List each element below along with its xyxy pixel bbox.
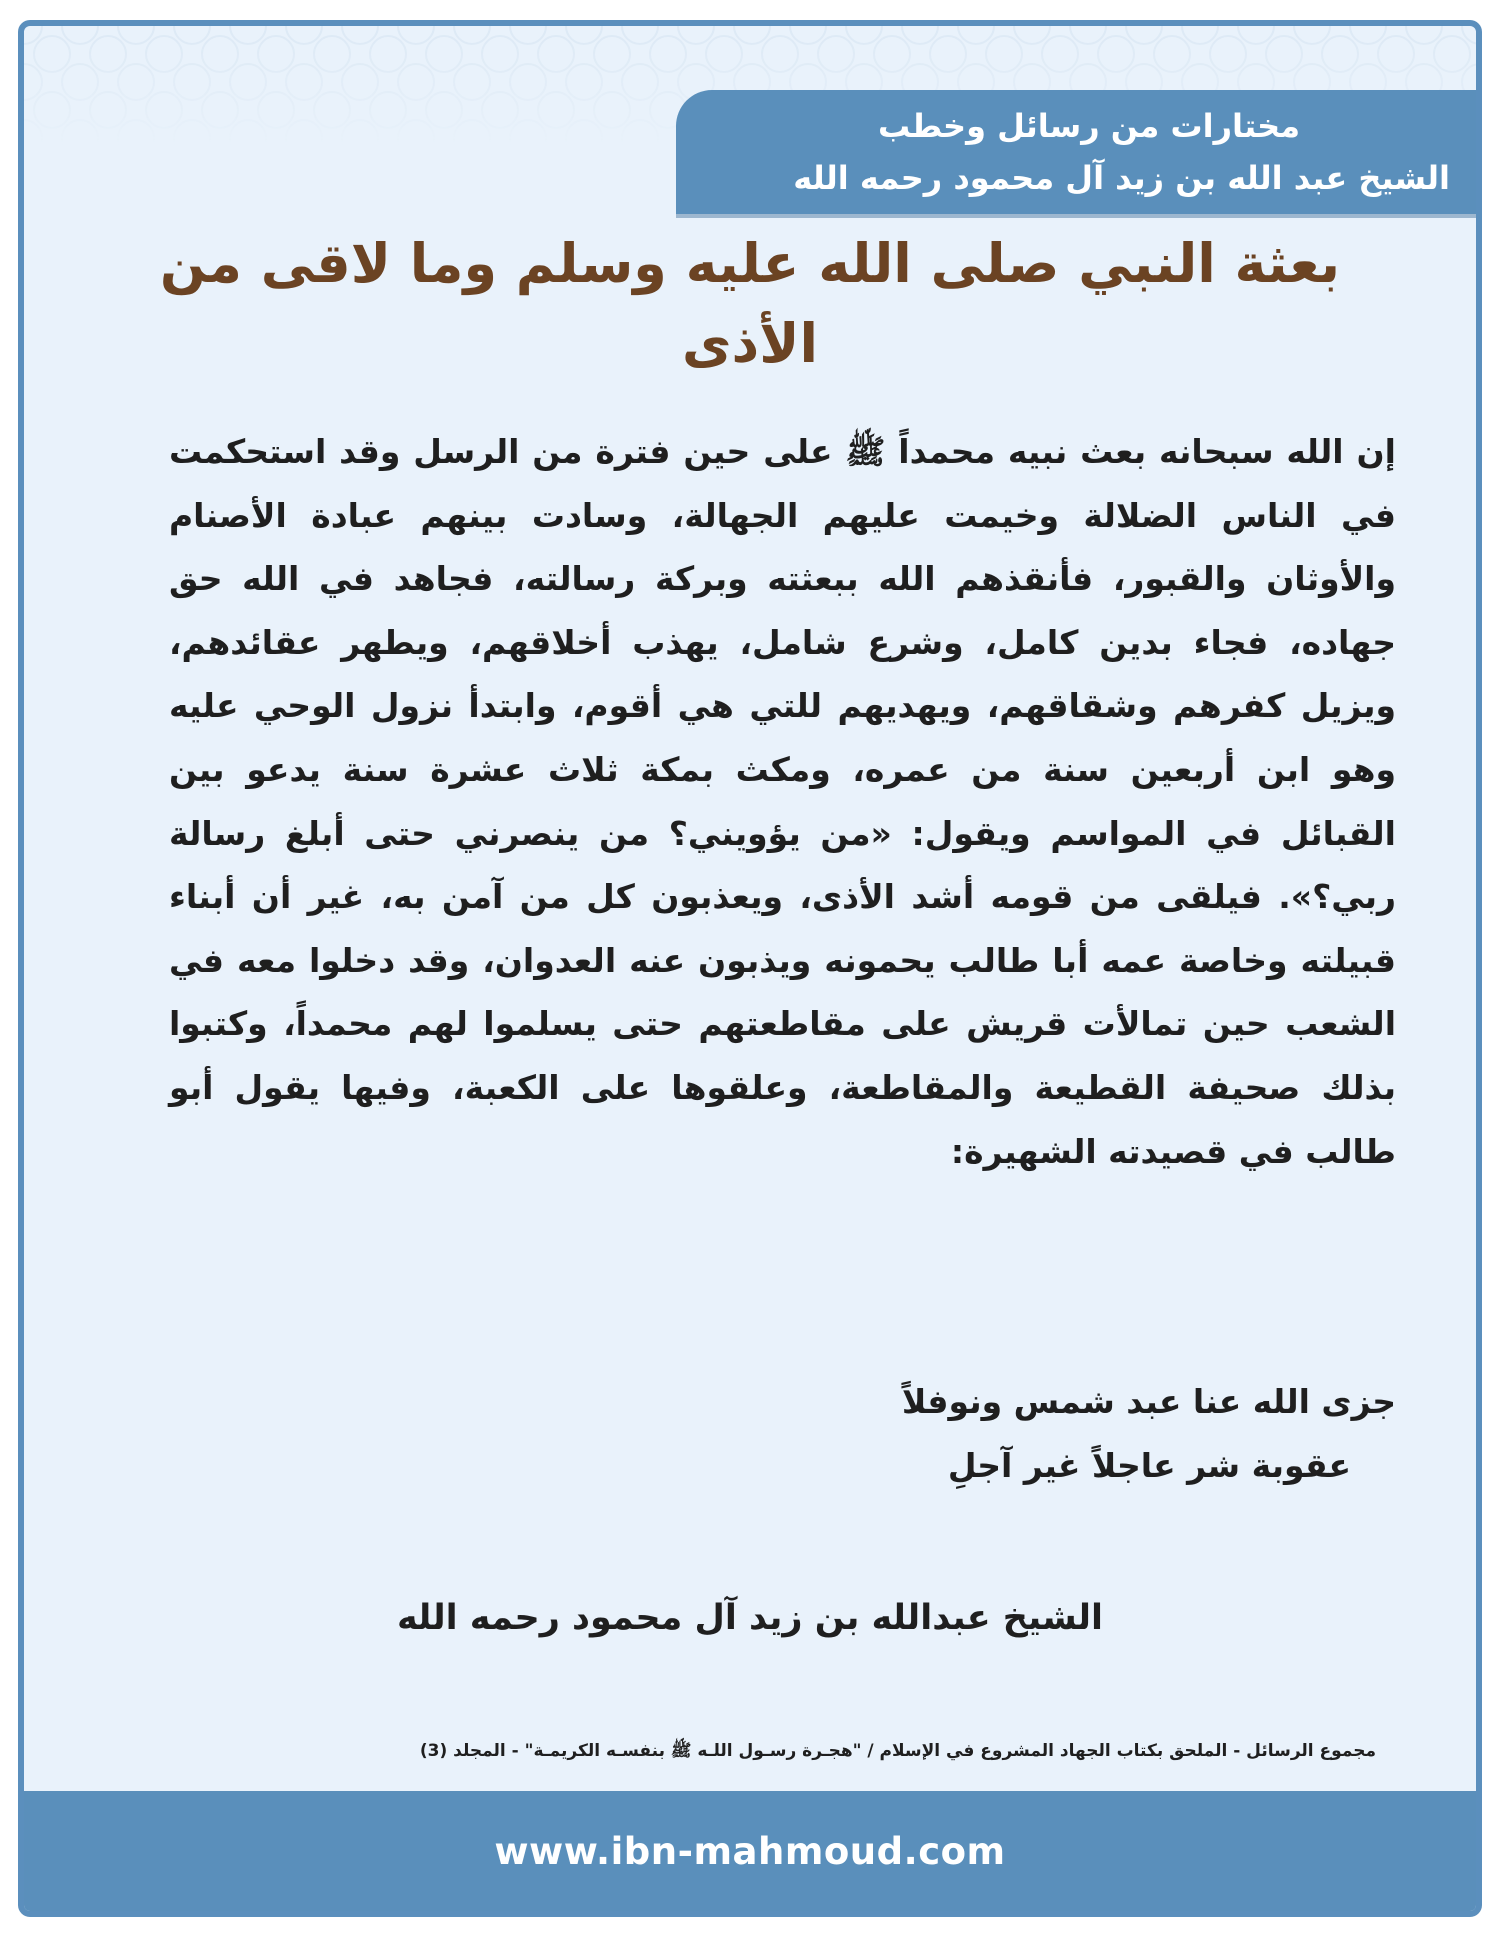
website-link[interactable]: www.ibn-mahmoud.com xyxy=(494,1829,1006,1873)
footer-band xyxy=(24,1791,1476,1911)
header-band xyxy=(676,90,1476,214)
source-citation: مجموع الرسائل - الملحق بكتاب الجهاد المشروع في الإسلام / "هجـرة رسـول اللـه ﷺ بنفسـه الكريمـة" - المجلد (3) xyxy=(419,1741,1376,1761)
header-series-title: مختارات من رسائل وخطب xyxy=(877,107,1300,145)
author-signature: الشيخ عبدالله بن زيد آل محمود رحمه الله xyxy=(396,1598,1104,1638)
verse-line-2: عقوبة شر عاجلاً غير آجلِ xyxy=(947,1446,1351,1485)
article-body: إن الله سبحانه بعث نبيه محمداً ﷺ على حين فترة من الرسل وقد استحكمت في الناس الضلالة وخيمت عليهم الجهالة، وسادت بينهم عبادة الأصنام والأوثان والقبور، فأنقذهم الله ببعثته وبركة رسالته، فجاهد في الله حق جهاده، فجاء بدين كامل، وشرع شامل، يهذب أخلاقهم، ويطهر عقائدهم، ويزيل كفرهم وشقاقهم، ويهديهم للتي هي أقوم، وابتدأ نزول الوحي عليه وهو ابن أربعين سنة من عمره، ومكث بمكة ثلاث عشرة سنة يدعو بين القبائل في المواسم ويقول: «من يؤويني؟ من ينصرني حتى أبلغ رسالة ربي؟». فيلقى من قومه أشد الأذى، ويعذبون كل من آمن به، غير أن أبناء قبيلته وخاصة عمه أبا طالب يحمونه ويذبون عنه العدوان، وقد دخلوا معه في الشعب حين تمالأت قريش على مقاطعتهم حتى يسلموا لهم محمداً، وكتبوا بذلك صحيفة القطيعة والمقاطعة، وعلقوها على الكعبة، وفيها يقول أبو طالب في قصيدته الشهيرة: xyxy=(169,432,1396,1171)
header-author-name: الشيخ عبد الله بن زيد آل محمود رحمه الله xyxy=(793,159,1450,197)
page-frame xyxy=(18,20,1482,1917)
verse-line-1: جزى الله عنا عبد شمس ونوفلاً xyxy=(901,1382,1396,1421)
article-title: بعثة النبي صلى الله عليه وسلم وما لاقى من الأذى xyxy=(159,232,1341,375)
